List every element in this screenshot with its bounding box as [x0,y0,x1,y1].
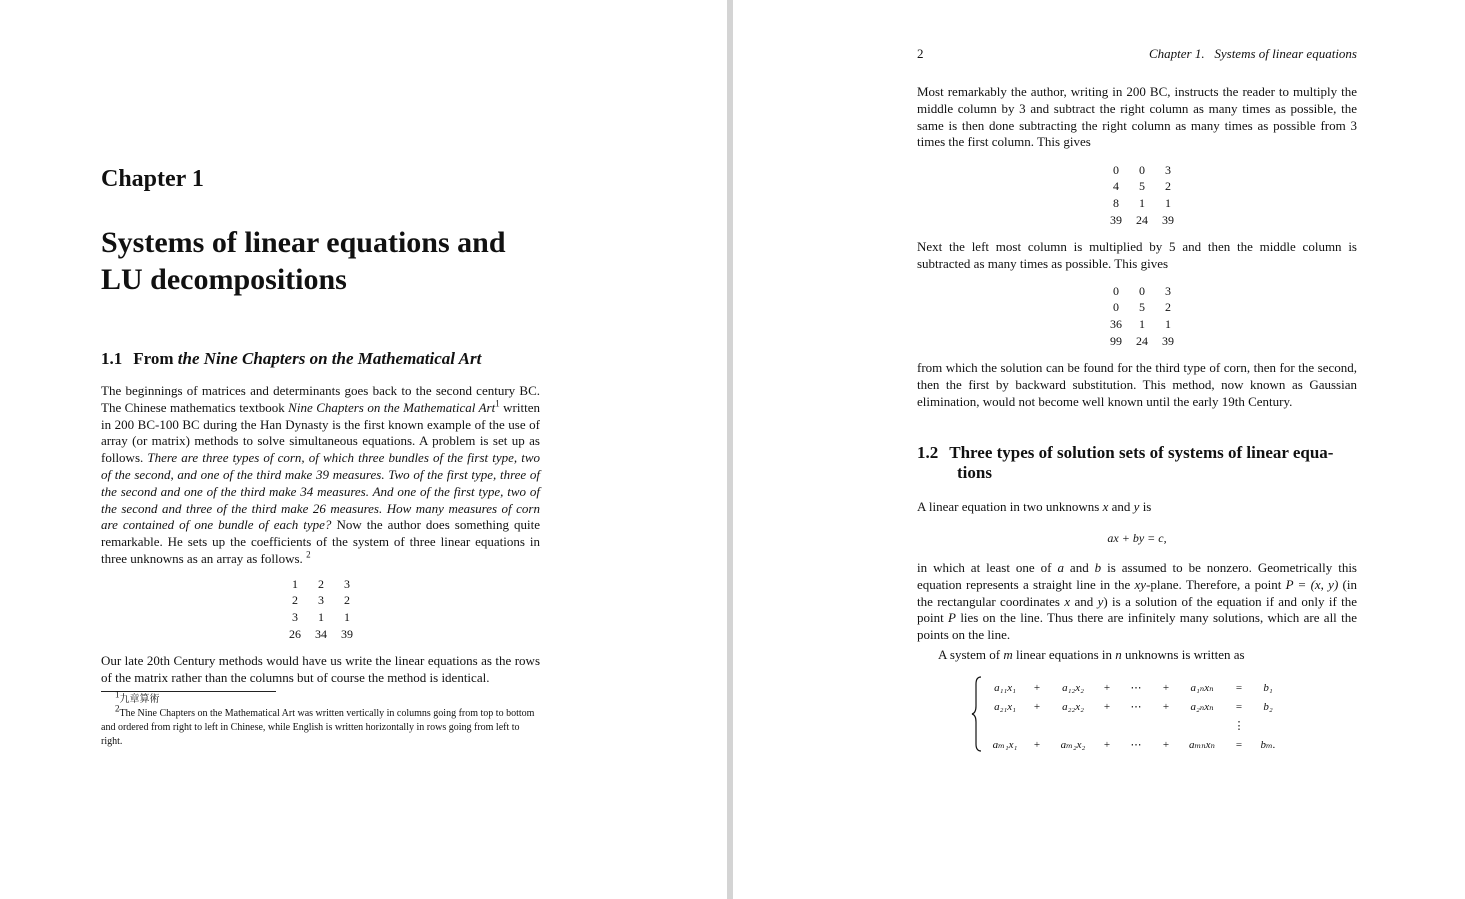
system-cell: + [1103,700,1111,713]
text-run: written in 200 BC-100 BC during the Han Dynasty is the first known example of the use of array (or matrix) methods to solve simultaneous equations. A problem is set up as follows. [101,399,540,466]
system-cell: aₘ₁x₁ [992,739,1018,751]
array-row [1103,333,1181,350]
system-cell: + [1103,681,1111,694]
array-row [1103,195,1181,212]
footnote-1 [101,689,541,707]
system-cell: + [1162,738,1170,751]
text-run: The beginnings of matrices and determinants goes back to the second century BC. The Chinese mathematics textbook [101,383,540,415]
left-page [0,0,727,899]
system-row [987,736,1283,753]
system-cell: a₁₁x₁ [994,681,1016,694]
page-number: 2 [917,46,924,61]
problem-statement: There are three types of corn, of which three bundles of the first type, two of the second, and one of the third make 39 measures. Two of the first type, three of the second and one of the third make 34 measures. And one of the first type, two of the second and three of the third make 26 measures. How many measures of corn are contained of one bundle of each type? [101,450,541,533]
array-cell: 99 [1110,333,1122,348]
array-cell: 34 [315,626,327,641]
array-step-2 [1103,283,1181,349]
system-cell: + [1033,700,1041,713]
array-cell: 3 [344,576,350,591]
array-cell: 39 [1162,333,1174,348]
coefficient-array [282,576,360,642]
var: xy [1134,576,1147,592]
system-cell [1119,717,1153,734]
var: n [1115,647,1122,662]
array-cell: 1 [1165,316,1171,331]
array-row [282,626,360,643]
array-cell: 4 [1113,179,1119,194]
system-cell [1051,717,1095,734]
system-cell [987,717,1023,734]
system-row [987,679,1283,696]
text-run: A linear equation in two unknowns [917,499,1103,514]
right-page [733,0,1465,899]
array-cell: 5 [1139,300,1145,315]
text-run: in which at least one of [917,560,1058,575]
text-run: linear equations in [1012,647,1116,662]
array-row [282,576,360,593]
section-heading-1-1 [101,349,481,369]
array-cell: 2 [1165,179,1171,194]
text-run: is [1139,499,1152,514]
array-cell: 0 [1139,162,1145,177]
equation-line: ax + by = c, [1107,531,1167,545]
array-cell: 2 [344,593,350,608]
system-cell [1097,717,1117,734]
var: a [1057,560,1064,575]
array-row [1103,162,1181,179]
array-cell: 36 [1110,316,1122,331]
var: b [1094,560,1102,575]
array-step-1 [1103,162,1181,228]
array-cell: 2 [318,576,324,591]
paragraph-substitution: from which the solution can be found for the third type of corn, then for the second, then the first by backward substitution. This method, now known as Gaussian elimination, would not become well known until the early 19th Century. [917,360,1357,409]
footnote-ref: 1 [495,398,500,409]
array-cell: 0 [1113,300,1119,315]
system-cell: b₁ [1263,681,1273,694]
footnote-rule [101,691,276,692]
array-row [1103,283,1181,300]
var: P [948,610,956,626]
system-cell: b₂ [1263,700,1273,713]
var: m [1003,647,1013,662]
text-run: is assumed to be nonzero. Geometrically this equation represents a straight line in the [917,560,1357,592]
chapter-title [101,224,561,298]
array-row [1103,300,1181,317]
left-brace [971,676,983,752]
paragraph-step-2: Next the left most column is multiplied by 5 and then the middle column is subtracted as many times as possible. This gives [917,239,1357,271]
text-run: -plane. Therefore, a point [1146,576,1286,592]
footnote-mark: 1 [115,689,120,700]
chapter-title-line2: LU decompositions [101,263,347,296]
system-cell: a₁ₙxₙ [1190,682,1214,694]
array-row [282,609,360,626]
array-row [1103,316,1181,333]
footnote-ref: 2 [306,549,311,560]
array-cell: 3 [1165,162,1171,177]
chapter-title-line1: Systems of linear equations and [101,226,506,259]
array-cell: 0 [1113,162,1119,177]
system-cell: aₘ₂x₂ [1060,739,1086,751]
system-row [987,698,1283,715]
array-cell: 3 [1165,283,1171,298]
paragraph-intro [101,383,540,568]
array-cell: 26 [289,626,301,641]
array-cell: 39 [341,626,353,641]
var: y [1097,593,1104,609]
array-cell: 1 [1165,195,1171,210]
section-title-italic: the Nine Chapters on the Mathematical Art [177,349,482,368]
array-row [282,593,360,610]
array-cell: 8 [1113,195,1119,210]
text-run: (in the rectangular coordinates [917,576,1357,609]
system-cell [1179,717,1225,734]
system-cell: = [1235,681,1243,694]
text-run: Now the author does something quite remarkable. He sets up the coefficients of the system of three linear equations in three unknowns as an array as follows. [101,517,540,566]
array-cell: 1 [344,609,350,624]
system-cell: a₂ₙxₙ [1190,701,1214,713]
array-cell: 3 [318,593,324,608]
array-cell: 24 [1136,333,1148,348]
array-cell: 24 [1136,212,1148,227]
array-cell: 3 [292,609,298,624]
system-cell [1253,717,1283,734]
array-cell: 1 [1139,195,1145,210]
system-cell: + [1033,738,1041,751]
paragraph-geometry [917,560,1357,644]
system-cell: ⋯ [1130,739,1142,751]
var: P = (x, y) [1285,576,1339,592]
paragraph-methods: Our late 20th Century methods would have us write the linear equations as the rows of the matrix rather than the columns but of course the method is identical. [101,653,540,685]
text-run: ) is a solution of the equation if and only if the point [917,593,1358,626]
system-cell: a₁₂x₂ [1062,681,1084,694]
system-cell: ⋯ [1130,682,1142,694]
running-head: Chapter 1. Systems of linear equations [1149,46,1357,61]
var: x [1064,593,1071,609]
text-run: unknowns is written as [1121,647,1245,662]
system-cell [1025,717,1049,734]
array-cell: 2 [1165,300,1171,315]
section-title-line2: tions [957,463,992,482]
section-heading-1-2 [917,443,1357,483]
paragraph-system-intro [938,647,1357,664]
array-row [1103,179,1181,196]
system-cell: bₘ. [1260,739,1276,751]
linear-system [985,677,1285,755]
text-run: and [1063,560,1095,575]
system-cell: ⋮ [1233,720,1245,732]
section-prefix: From [133,349,174,368]
array-cell: 39 [1110,212,1122,227]
array-cell: 5 [1139,179,1145,194]
array-cell: 39 [1162,212,1174,227]
chapter-label: Chapter 1 [101,166,204,192]
system-cell: a₂₂x₂ [1062,700,1084,713]
system-cell: + [1162,681,1170,694]
system-cell: + [1103,738,1111,751]
system-cell: a₂₁x₁ [994,700,1016,713]
paragraph-elimination: Most remarkably the author, writing in 200 BC, instructs the reader to multiply the middle column by 3 and subtract the right column as many times as possible, the same is then done subtracting the right column as many times as possible from 3 times the first column. This gives [917,84,1357,150]
system-cell: ⋯ [1130,701,1142,713]
text-run: lies on the line. Thus there are infinitely many solutions, which are all the points on the line. [917,610,1357,643]
system-cell: + [1162,700,1170,713]
array-cell: 1 [1139,316,1145,331]
array-cell: 1 [318,609,324,624]
array-cell: 2 [292,593,298,608]
array-cell: 0 [1139,283,1145,298]
footnote-text: 九章算術 [119,694,160,705]
system-cell [1155,717,1177,734]
array-cell: 1 [292,576,298,591]
footnote-mark: 2 [115,703,120,714]
system-cell: + [1033,681,1041,694]
section-number: 1.1 [101,349,123,368]
system-row [987,717,1283,734]
var: x [1102,499,1109,514]
var: y [1133,499,1140,514]
section-number: 1.2 [917,443,939,462]
footnote-2 [101,703,541,748]
array-row [1103,212,1181,229]
text-run: A system of [938,647,1004,662]
system-cell: = [1235,700,1243,713]
text-run: and [1070,593,1098,609]
section-title-line1: Three types of solution sets of systems of linear equa- [949,443,1334,462]
footnote-text: The Nine Chapters on the Mathematical Art was written vertically in columns going from top to bottom and ordered from right to left in Chinese, while English is written horizontally in rows going from left to right. [101,708,535,747]
system-cell: = [1235,738,1243,751]
system-cell: aₘₙxₙ [1188,739,1216,751]
book-title: Nine Chapters on the Mathematical Art [288,399,496,415]
array-cell: 0 [1113,283,1119,298]
text-run: and [1108,499,1134,514]
paragraph-linear-eq [917,499,1357,516]
